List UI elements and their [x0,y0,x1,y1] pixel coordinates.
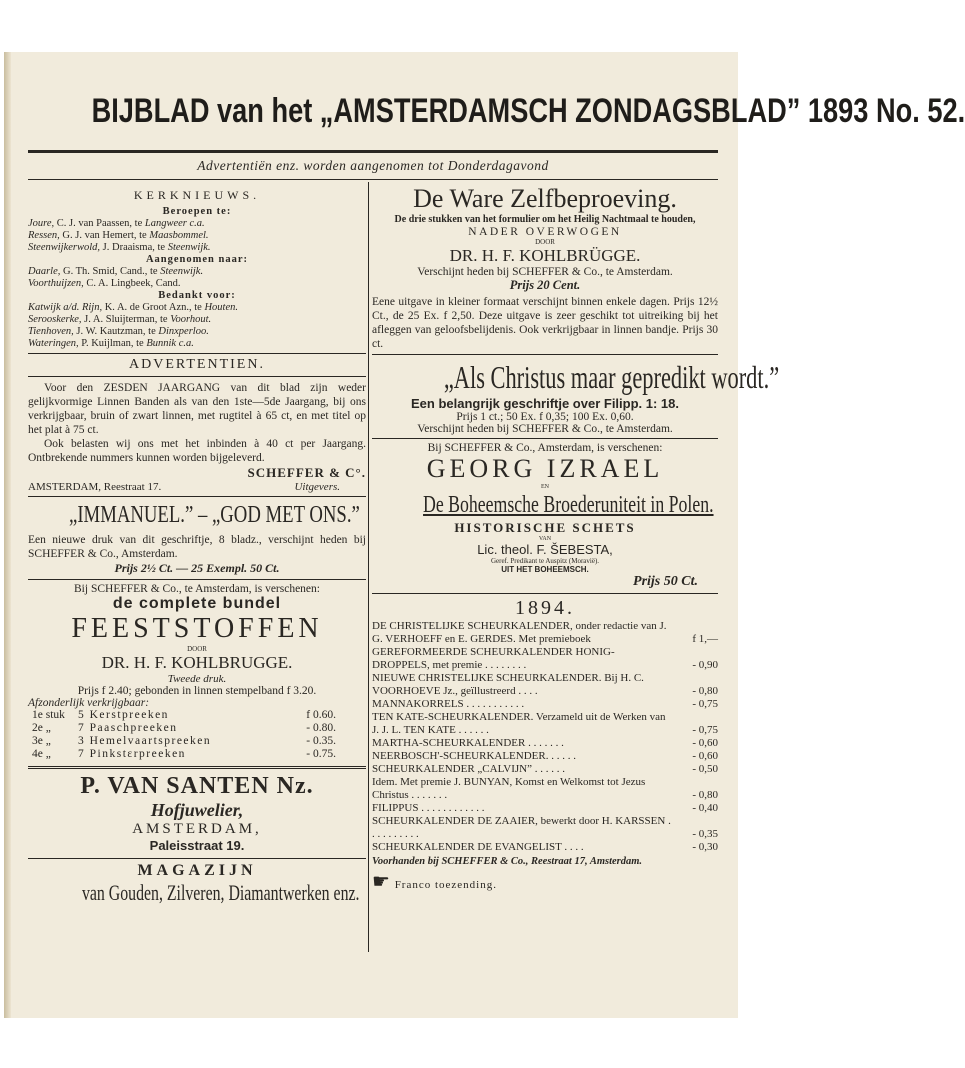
kalender-row [372,841,718,854]
kalender-price: - 0,50 [692,763,718,775]
kalender-title: SCHEURKALENDER DE ZAAIER, bewerkt door H. KARSSEN . . . . . . . . . . [372,815,671,840]
kalender-voorhanden: Voorhanden bij SCHEFFER & Co., Reestraat 17, Amsterdam. [372,856,643,867]
item-number: 1e stuk [32,709,65,721]
christus-sub: Een belangrijk geschriftje over Filipp. 1: 18. [410,396,680,411]
immanuel-text: Een nieuwe druk van dit geschriftje, 8 bladz., verschijnt heden bij SCHEFFER & Co., Amsterdam. [28,534,366,560]
entry-text: J. Draaisma, te [100,242,168,253]
vansanten-street: Paleisstraat 19. [149,838,245,853]
kalender-price: f 1,— [692,633,718,645]
entry-place: Ressen, [28,230,60,241]
kalender-price: - 0,90 [692,659,718,671]
izrael-van: VAN [538,536,552,542]
kalender-title: Idem. Met premie J. BUNYAN, Komst en Welkomst tot Jezus Christus . . . . . . . [372,776,646,801]
entry-location: Maasbommel. [149,230,209,241]
item-number: 2e „ [32,722,51,734]
kalender-row [372,711,718,737]
izrael-title: De Boheemsche Broederuniteit in Polen. [423,492,714,518]
kerknieuws-title: KERKNIEUWS. [133,188,261,202]
aangenomen-entry [28,266,366,278]
kalender-row [372,620,718,646]
zelfbeproeving-title: De Ware Zelfbeproeving. [413,184,677,213]
kalender-franco: Franco toezending. [394,879,497,891]
kalender-list [372,620,718,854]
entry-text: P. Kuijlman, te [78,338,147,349]
kalender-title: MANNAKORRELS . . . . . . . . . . . [372,698,525,710]
kalender-title: FILIPPUS . . . . . . . . . . . . [372,802,485,814]
subheading-rule [28,179,718,180]
vansanten-city: AMSTERDAM, [132,821,262,837]
bedankt-entry [28,302,366,314]
feeststoffen-door: DOOR [187,645,207,653]
zelfbeproeving-sub: De drie stukken van het formulier om het Heilig Nachtmaal te houden, [394,214,696,225]
izrael-translated: UIT HET BOHEEMSCH. [501,565,589,574]
izrael-sub: HISTORISCHE SCHETS [454,520,636,535]
zelfbeproeving-text: Eene uitgave in kleiner formaat verschijnt binnen enkele dagen. Prijs 12½ Ct., de 25 Ex. f 2,50. Deze uitgave is zeer geschikt tot uitreiking bij het afleggen van geloofsbelijdenis. Ook verkrijgbaar in linnen bandje. Prijs 30 ct. [372,296,718,350]
feeststoffen-items [32,709,366,761]
kalender-price: - 0,60 [692,737,718,749]
item-price: - 0.75. [306,748,336,760]
kalender-title: NIEUWE CHRISTELIJKE SCHEURKALENDER. Bij H. C. VOORHOEVE Jz., geïllustreerd . . . . [372,672,644,697]
zelfbeproeving-price: Prijs 20 Cent. [509,278,581,292]
item-content: 7 Paaschpreeken [78,722,178,734]
kalender-price: - 0,60 [692,750,718,762]
item-content: 7 Pinkstεrpreeken [78,748,186,760]
christus-title: „Als Christus maar gepredikt wordt.” [443,359,780,395]
beroepen-entry [28,230,366,242]
kalender-franco-line [372,869,718,894]
zelfbeproeving-author: DR. H. F. KOHLBRÜGGE. [449,246,641,265]
masthead: BIJBLAD van het „AMSTERDAMSCH ZONDAGSBLAD” 1893 No. 52. [91,92,965,130]
izrael-author-note: Geref. Predikant te Auspitz (Moravië). [490,557,600,565]
vansanten-trade: Hofjuwelier, [150,800,244,820]
pointing-hand-icon: ☛ [372,871,391,893]
izrael-intro: Bij SCHEFFER & Co., Amsterdam, is verschenen: [427,442,663,454]
feeststoffen-title: FEESTSTOFFEN [71,613,323,644]
bedankt-entry [28,314,366,326]
feeststoffen-afzonderlijk: Afzonderlijk verkrijgbaar: [28,697,150,709]
item-number: 3e „ [32,735,51,747]
item-price: - 0.35. [306,735,336,747]
zelfbeproeving-nader: NADER OVERWOGEN [468,226,622,238]
immanuel-price: Prijs 2½ Ct. — 25 Exempl. 50 Ct. [114,561,280,575]
entry-place: Daarle, [28,266,61,277]
column-divider [368,182,369,952]
feeststoffen-item [32,709,366,722]
christus-verschijnt: Verschijnt heden bij SCHEFFER & Co., te Amsterdam. [417,423,673,435]
kalender-year: 1894. [515,597,575,619]
entry-place: Joure, [28,218,55,229]
kalender-price: - 0,30 [692,841,718,853]
magazijn-goods-wrap [28,880,366,906]
publisher-name: SCHEFFER & C°. [247,465,366,480]
beroepen-list [28,218,366,254]
entry-text: G. Th. Smid, Cand., te [60,266,161,277]
kalender-price: - 0,35 [692,828,718,840]
entry-place: Steenwijkerwold, [28,242,101,253]
entry-text: J. W. Kautzman, te [73,326,159,337]
kalender-title: NEERBOSCH'-SCHEURKALENDER. . . . . . [372,750,576,762]
magazijn-goods: van Gouden, Zilveren, Diamantwerken enz. [81,880,360,905]
entry-place: Wateringen, [28,338,79,349]
feeststoffen-item [32,722,366,735]
kalender-price: - 0,75 [692,724,718,736]
feeststoffen-author: DR. H. F. KOHLBRUGGE. [101,653,293,672]
entry-place: Tienhoven, [28,326,74,337]
feeststoffen-price: Prijs f 2.40; gebonden in linnen stempelband f 3.20. [77,685,317,697]
entry-location: Steenwijk. [160,266,204,277]
kalender-price: - 0,75 [692,698,718,710]
bedankt-entry [28,326,366,338]
zelfbeproeving-verschijnt: Verschijnt heden bij SCHEFFER & Co., te Amsterdam. [417,266,673,278]
kalender-price: - 0,80 [692,685,718,697]
item-price: f 0.60. [306,709,336,721]
kalender-row [372,672,718,698]
advertentien-title: ADVERTENTIEN. [129,357,265,372]
kalender-price: - 0,40 [692,802,718,814]
subheading: Advertentiën enz. worden aangenomen tot Donderdagavond [197,158,549,173]
kalender-title: GEREFORMEERDE SCHEURKALENDER HONIG-DROPPELS, met premie . . . . . . . . [372,646,615,671]
entry-place: Voorthuijzen, [28,278,84,289]
aangenomen-heading: Aangenomen naar: [145,254,249,265]
entry-text: C. A. Lingbeek, Cand. [83,278,181,289]
kalender-row [372,802,718,815]
immanuel-title: „IMMANUEL.” – „GOD MET ONS.” [69,502,360,528]
entry-place: Katwijk a/d. Rijn, [28,302,103,313]
kalender-title: SCHEURKALENDER „CALVIJN” . . . . . . [372,763,566,775]
bedankt-entry [28,338,366,350]
zelfbeproeving-door: DOOR [535,238,555,246]
izrael-title-wrap [372,490,718,520]
item-price: - 0.80. [306,722,336,734]
entry-place: Serooskerke, [28,314,82,325]
aangenomen-entry [28,278,366,290]
kalender-row [372,750,718,763]
kalender-row [372,815,718,841]
vansanten-name: P. VAN SANTEN Nz. [80,773,314,799]
item-number: 4e „ [32,748,51,760]
entry-location: Dinxperloo. [158,326,209,337]
christus-title-wrap [372,358,780,396]
publisher-address-line [28,481,366,493]
kalender-title: DE CHRISTELIJKE SCHEURKALENDER, onder redactie van J. G. VERHOEFF en E. GERDES. Met premieboek [372,620,667,645]
masthead-rule [28,150,718,153]
publisher-address: AMSTERDAM, Reestraat 17. [28,481,162,493]
entry-location: Houten. [204,302,239,313]
bedankt-heading: Bedankt voor: [158,290,236,301]
immanuel-title-wrap [28,500,366,530]
feeststoffen-edition: Tweede druk. [167,673,227,685]
entry-text: G. J. van Hemert, te [59,230,150,241]
beroepen-heading: Beroepen te: [162,206,232,217]
izrael-name: GEORG IZRAEL [426,454,664,483]
bedankt-list [28,302,366,350]
christus-price: Prijs 1 ct.; 50 Ex. f 0,35; 100 Ex. 0,60. [456,411,634,423]
feeststoffen-item [32,735,366,748]
kalender-row [372,737,718,750]
kalender-price: - 0,80 [692,789,718,801]
entry-location: Langweer c.a. [144,218,205,229]
feeststoffen-bundel: de complete bundel [112,595,282,612]
entry-text: C. J. van Paassen, te [54,218,145,229]
kalender-row [372,776,718,802]
kalender-title: MARTHA-SCHEURKALENDER . . . . . . . [372,737,564,749]
feeststoffen-intro: Bij SCHEFFER & Co., te Amsterdam, is verschenen: [74,583,320,595]
entry-text: J. A. Sluijterman, te [81,314,171,325]
entry-location: Steenwijk. [167,242,211,253]
right-column [372,182,780,958]
kalender-row [372,698,718,711]
kalender-title: SCHEURKALENDER DE EVANGELIST . . . . [372,841,584,853]
entry-location: Bunnik c.a. [146,338,194,349]
page-binding-edge [4,52,11,1018]
kalender-row [372,646,718,672]
izrael-en: EN [541,484,549,490]
beroepen-entry [28,218,366,230]
left-column [28,182,366,958]
inbinden-paragraph: Ook belasten wij ons met het inbinden à 40 ct per Jaargang. Ontbrekende nummers kunnen worden bijgeleverd. [28,438,366,464]
item-content: 5 Kerstpreeken [78,709,169,721]
publisher-role: Uitgevers. [294,481,340,493]
izrael-author: Lic. theol. F. ŠEBESTA, [477,542,613,557]
item-content: 3 Hemelvaartspreeken [78,735,212,747]
entry-location: Voorhout. [170,314,212,325]
magazijn-title: MAGAZIJN [137,862,257,879]
aangenomen-list [28,266,366,290]
banden-paragraph: Voor den ZESDEN JAARGANG van dit blad zijn weder gelijkvormige Linnen Banden als van den 1ste—5de Jaargang, bij ons verkrijgbaar, bruin of zwart linnen, met rugtitel à 65 ct, en met titel op het plat à 75 ct. [28,382,366,436]
izrael-price: Prijs 50 Ct. [633,574,698,589]
beroepen-entry [28,242,366,254]
kalender-row [372,763,718,776]
kalender-title: TEN KATE-SCHEURKALENDER. Verzameld uit de Werken van J. J. L. TEN KATE . . . . . . [372,711,666,736]
feeststoffen-item [32,748,366,761]
entry-text: K. A. de Groot Azn., te [102,302,205,313]
